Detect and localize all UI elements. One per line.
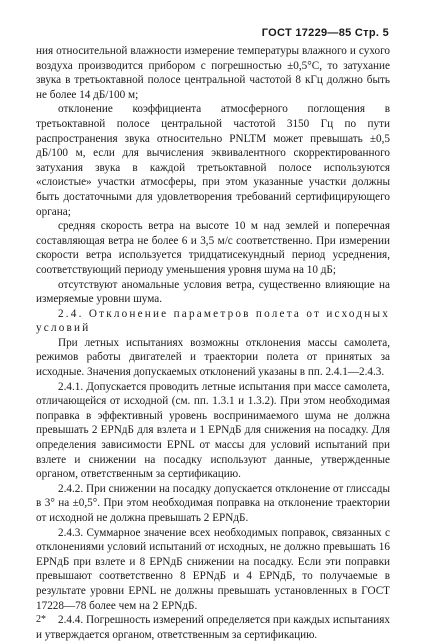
paragraph: 2.4.3. Суммарное значение всех необходимых поправок, связанных с отклонениями условий испытаний от исходных, не должно превышать 16 EPNдБ при взлете и 8 EPNдБ снижении на посадку. Если эти поправки превышают соответственно 8 EPNдБ и 4 EPNдБ, то получаемые в результате уровни EPNL не должны превышать установленных в ГОСТ 17228—78 более чем на 2 EPNдБ. bbox=[36, 526, 390, 612]
paragraph: 2.4.4. Погрешность измерений определяется при каждых испытаниях и утверждается органом, ответственным за сертификацию. bbox=[36, 614, 390, 641]
section-heading: 2.4. Отклонение параметров полета от исходных условий bbox=[36, 307, 390, 335]
paragraph: При летных испытаниях возможны отклонения массы самолета, режимов работы двигателей и траектории полета от принятых за исходные. Значения допускаемых отклонений указаны в пп. 2.4.1—2.4.3. bbox=[36, 336, 390, 379]
paragraph: 2.4.1. Допускается проводить летные испытания при массе самолета, отличающейся от исходной (см. пп. 1.3.1 и 1.3.2). При этом необходимая поправка в эффективный уровень воспринимаемого шума не должна превышать 2 EPNдБ для взлета и 1 EPNдБ для снижения на посадку. Для определения зависимости EPNL от массы для условий испытаний при взлете и снижении на посадку используют данные, утвержденные органом, ответственным за сертификацию. bbox=[36, 380, 390, 481]
paragraph: ния относительной влажности измерение температуры влажного и сухого воздуха производится прибором с погрешностью ±0,5°С, то затухание звука в третьоктавной полосе центральной частотой 8 кГц должно быть не более 14 дБ/100 м; bbox=[36, 45, 390, 101]
paragraph: средняя скорость ветра на высоте 10 м над землей и поперечная составляющая ветра не более 6 и 3,5 м/с соответственно. При измерении скорости ветра используется тридцатисекундный период усреднения, соответствующий периоду уменьшения уровня шума на 10 дБ; bbox=[36, 220, 390, 276]
paragraph: 2.4.2. При снижении на посадку допускается отклонение от глиссады в 3° на ±0,5°. При этом необходимая поправка на отклонение траектории от исходной не должна превышать 2 EPNдБ. bbox=[36, 482, 390, 524]
document-body bbox=[36, 44, 390, 642]
page-header: ГОСТ 17229—85 Стр. 5 bbox=[261, 27, 389, 39]
paragraph: отклонение коэффициента атмосферного поглощения в третьоктавной полосе центральной частотой 3150 Гц по пути распространения звука относительно PNLTM может превышать ±0,5 дБ/100 м, если для вычисления эквивалентного скорректированного затухания звука в каждой третьоктавной полосе используются «слоистые» участки атмосферы, при этом указанные участки должны быть достаточными для удовлетворения требований сертифицирующего органа; bbox=[36, 103, 390, 218]
page-footer-mark: 2* bbox=[36, 614, 46, 625]
paragraph: отсутствуют аномальные условия ветра, существенно влияющие на измеряемые уровни шума. bbox=[36, 278, 390, 306]
